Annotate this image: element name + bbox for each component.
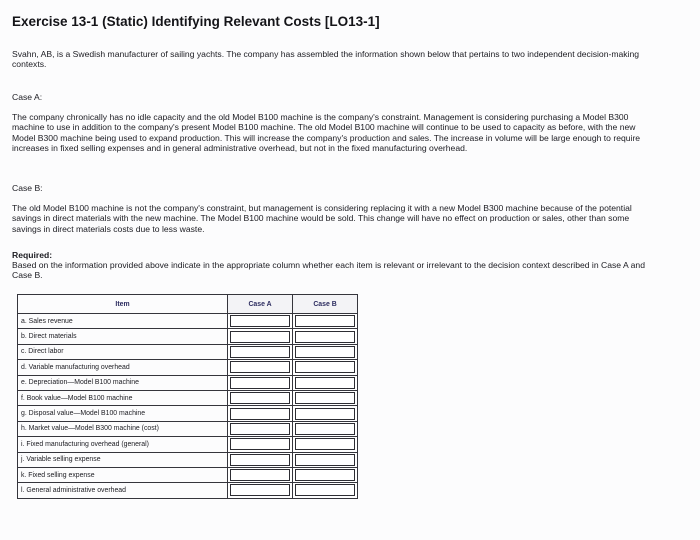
table-row [18, 375, 358, 390]
row-item-label: b. Direct materials [18, 329, 228, 344]
case-b-select[interactable] [295, 331, 355, 343]
case-a-select[interactable] [230, 408, 290, 420]
case-a-select[interactable] [230, 469, 290, 481]
case-b-select[interactable] [295, 361, 355, 373]
case-b-cell [293, 406, 358, 421]
case-b-cell [293, 344, 358, 359]
case-a-cell [228, 360, 293, 375]
case-b-cell [293, 375, 358, 390]
case-a-cell [228, 329, 293, 344]
case-a-label: Case A: [12, 92, 43, 102]
case-a-cell [228, 437, 293, 452]
row-item-label: d. Variable manufacturing overhead [18, 360, 228, 375]
case-a-cell [228, 421, 293, 436]
case-a-select[interactable] [230, 438, 290, 450]
table-row [18, 390, 358, 405]
row-item-label: l. General administrative overhead [18, 483, 228, 498]
exercise-title: Exercise 13-1 (Static) Identifying Relevant Costs [LO13-1] [12, 14, 380, 29]
case-b-select[interactable] [295, 469, 355, 481]
case-b-select[interactable] [295, 315, 355, 327]
header-case-a: Case A [228, 295, 293, 314]
case-a-select[interactable] [230, 484, 290, 496]
case-a-select[interactable] [230, 423, 290, 435]
table-row [18, 452, 358, 467]
case-b-select[interactable] [295, 438, 355, 450]
row-item-label: f. Book value—Model B100 machine [18, 390, 228, 405]
table-row [18, 467, 358, 482]
case-b-select[interactable] [295, 484, 355, 496]
row-item-label: i. Fixed manufacturing overhead (general) [18, 437, 228, 452]
case-b-cell [293, 483, 358, 498]
case-a-select[interactable] [230, 346, 290, 358]
case-a-cell [228, 390, 293, 405]
case-b-select[interactable] [295, 423, 355, 435]
table-row [18, 344, 358, 359]
case-a-cell [228, 406, 293, 421]
header-item: Item [18, 295, 228, 314]
case-b-cell [293, 437, 358, 452]
row-item-label: j. Variable selling expense [18, 452, 228, 467]
required-label: Required: [12, 250, 53, 260]
case-a-cell [228, 375, 293, 390]
case-a-select[interactable] [230, 331, 290, 343]
case-b-cell [293, 421, 358, 436]
row-item-label: g. Disposal value—Model B100 machine [18, 406, 228, 421]
case-b-select[interactable] [295, 392, 355, 404]
row-item-label: a. Sales revenue [18, 314, 228, 329]
case-a-paragraph: The company chronically has no idle capacity and the old Model B100 machine is the company's constraint. Management is considering purchasing a Model B300 machine to use in addition to the company's present Model B100 machine. The old Model B100 machine will continue to be used to capacity as before, with the new Model B300 machine being used to expand production. This will increase the company's production and sales. The increase in volume will be large enough to require increases in fixed selling expenses and in general administrative overhead, but not in the fixed manufacturing overhead. [12, 112, 641, 154]
required-paragraph: Based on the information provided above indicate in the appropriate column whether each item is relevant or irrelevant to the decision context described in Case A and Case B. [12, 260, 645, 281]
case-b-cell [293, 314, 358, 329]
intro-paragraph: Svahn, AB, is a Swedish manufacturer of sailing yachts. The company has assembled the information shown below that pertains to two independent decision-making contexts. [12, 49, 640, 70]
table-row [18, 329, 358, 344]
case-a-select[interactable] [230, 315, 290, 327]
table-row [18, 421, 358, 436]
case-b-paragraph: The old Model B100 machine is not the company's constraint, but management is considering replacing it with a new Model B300 machine because of the potential savings in direct materials with the new machine. The Model B100 machine would be sold. This change will have no effect on production or sales, other than some savings in direct materials costs due to less waste. [12, 203, 632, 234]
case-a-cell [228, 344, 293, 359]
case-b-select[interactable] [295, 377, 355, 389]
case-b-select[interactable] [295, 346, 355, 358]
case-b-cell [293, 467, 358, 482]
row-item-label: c. Direct labor [18, 344, 228, 359]
table-row [18, 483, 358, 498]
case-a-select[interactable] [230, 377, 290, 389]
case-b-select[interactable] [295, 454, 355, 466]
row-item-label: h. Market value—Model B300 machine (cost) [18, 421, 228, 436]
answer-table [17, 294, 358, 499]
case-a-cell [228, 483, 293, 498]
table-row [18, 314, 358, 329]
case-a-cell [228, 452, 293, 467]
table-body [18, 314, 358, 499]
case-a-select[interactable] [230, 361, 290, 373]
table-header-row [18, 295, 358, 314]
table-row [18, 406, 358, 421]
case-a-cell [228, 467, 293, 482]
case-b-label: Case B: [12, 183, 43, 193]
table-row [18, 437, 358, 452]
case-b-select[interactable] [295, 408, 355, 420]
case-a-select[interactable] [230, 454, 290, 466]
case-b-cell [293, 329, 358, 344]
case-b-cell [293, 390, 358, 405]
row-item-label: e. Depreciation—Model B100 machine [18, 375, 228, 390]
header-case-b: Case B [293, 295, 358, 314]
case-b-cell [293, 452, 358, 467]
case-b-cell [293, 360, 358, 375]
row-item-label: k. Fixed selling expense [18, 467, 228, 482]
case-a-select[interactable] [230, 392, 290, 404]
table-row [18, 360, 358, 375]
case-a-cell [228, 314, 293, 329]
